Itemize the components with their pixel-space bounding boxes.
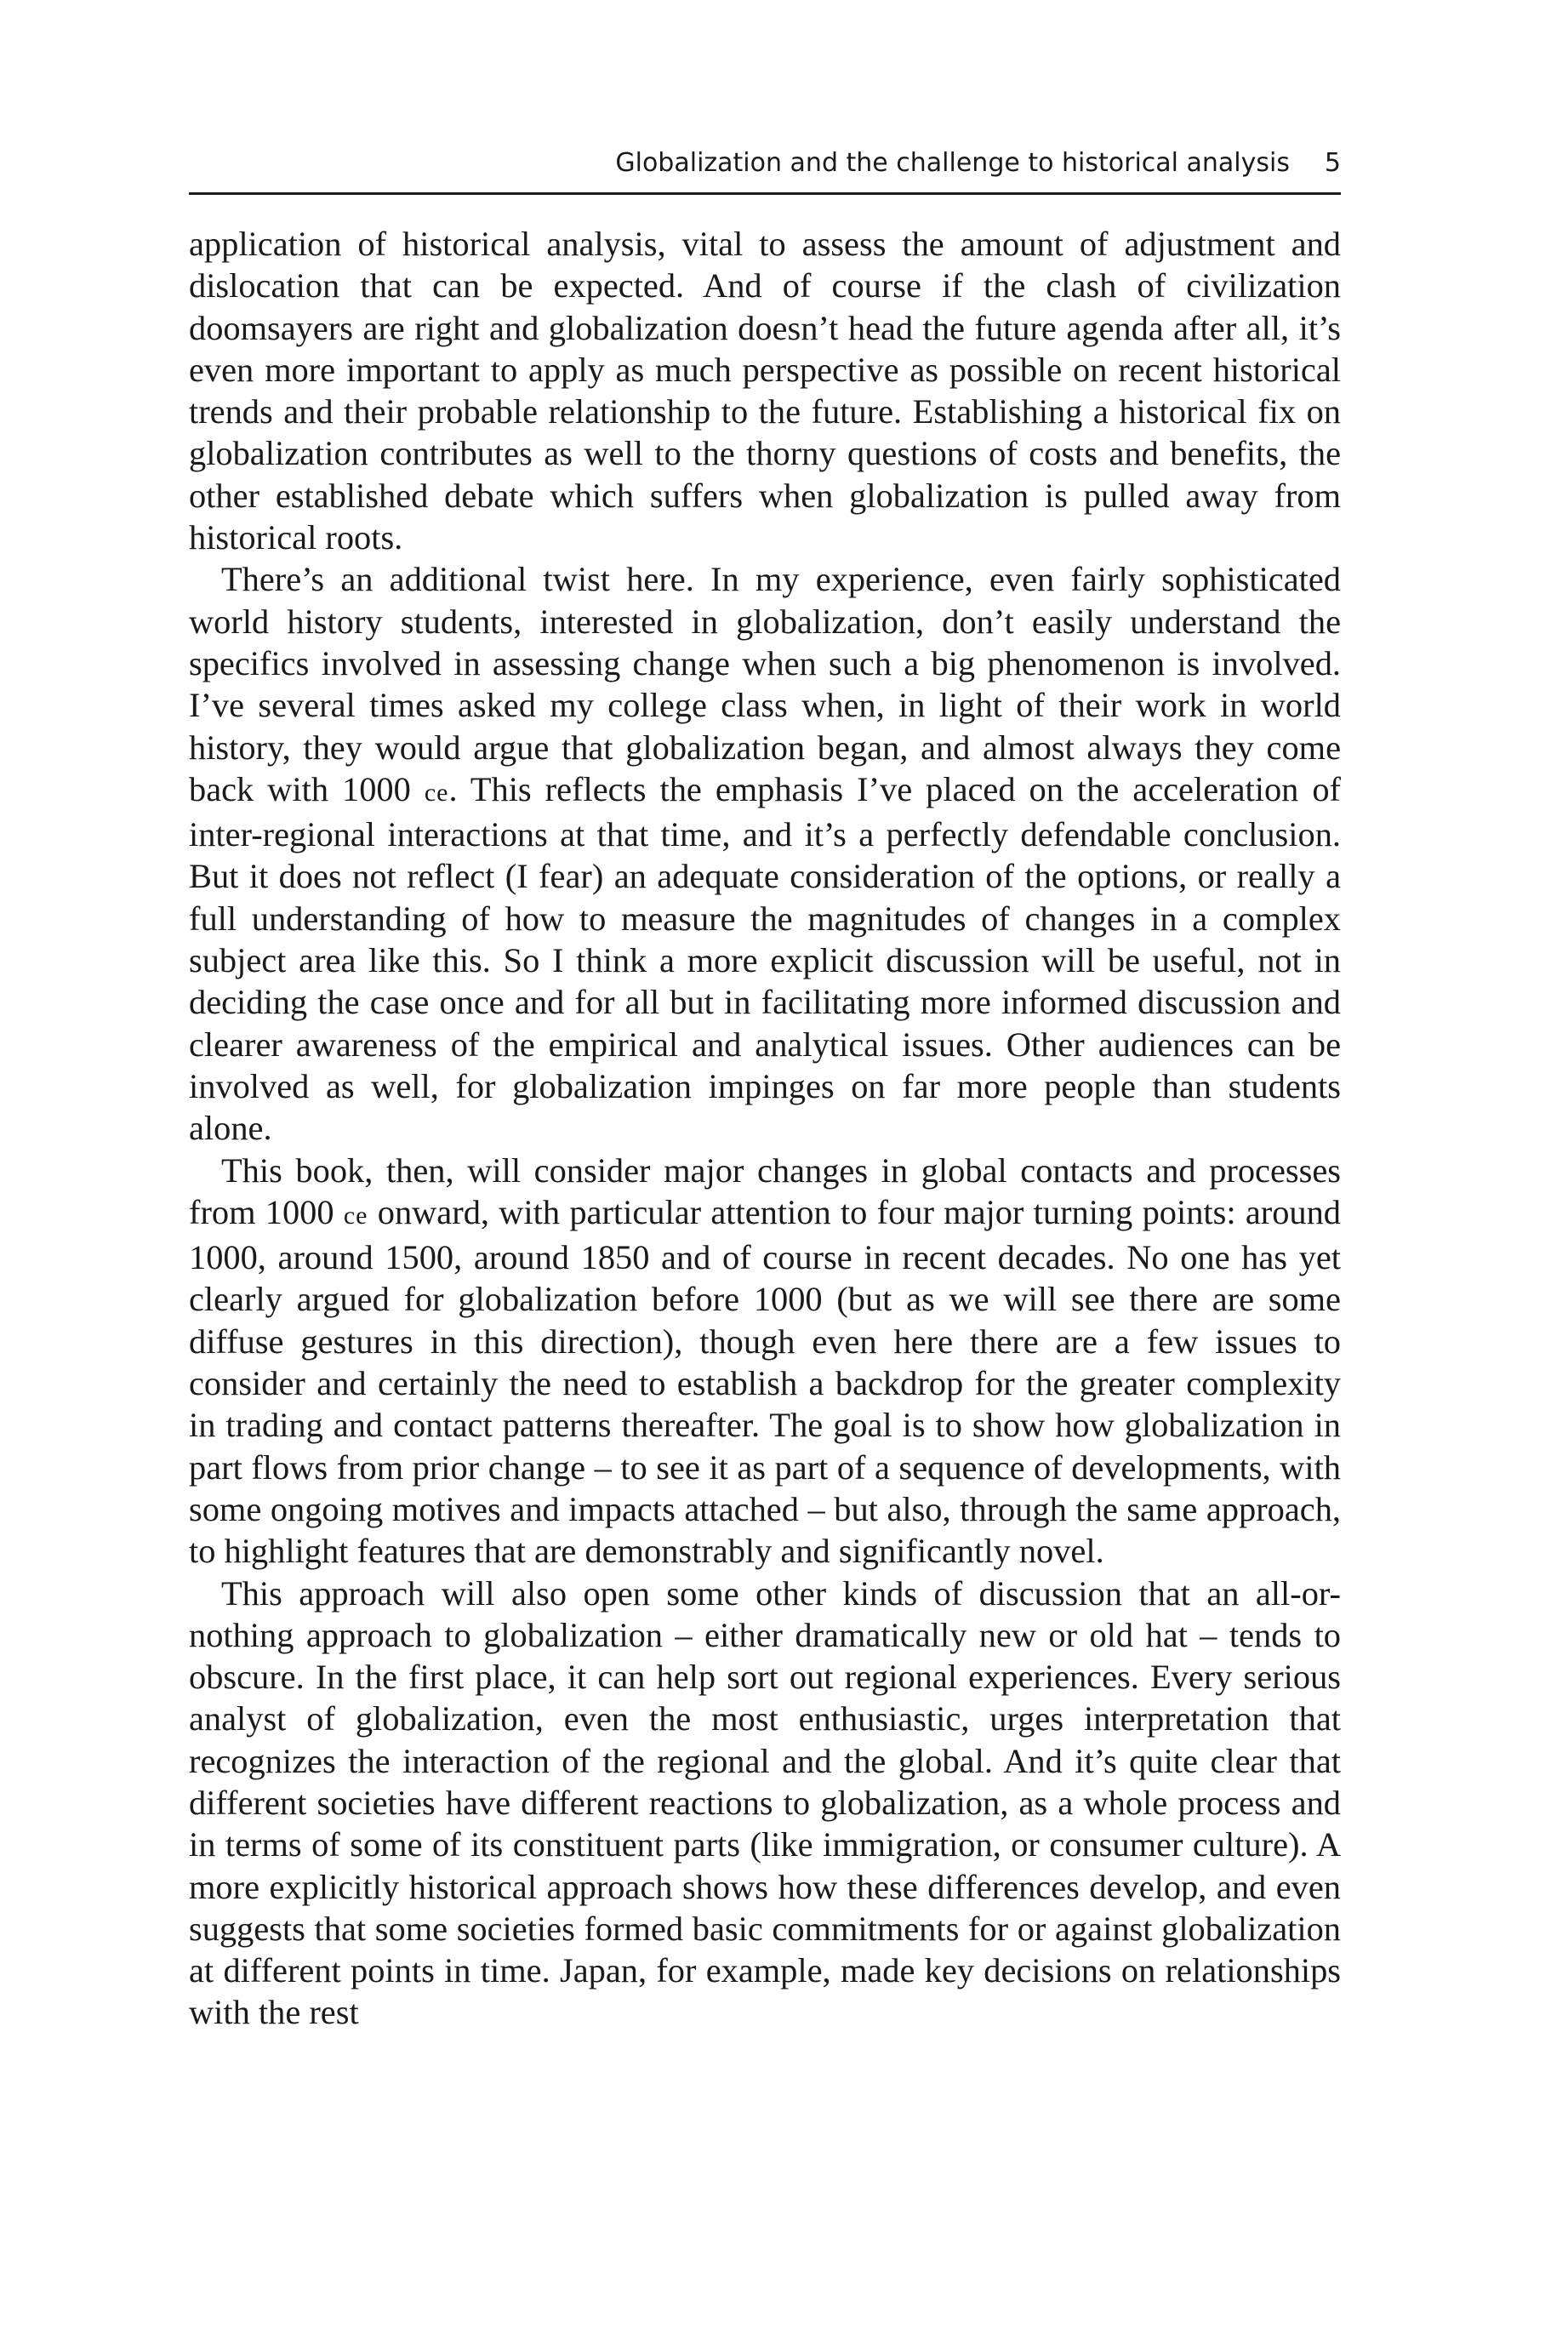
paragraph-1 (189, 223, 1341, 558)
running-head-title: Globalization and the challenge to historical analysis (615, 148, 1290, 178)
paragraph-2 (189, 558, 1341, 1149)
paragraph-2-text-b: . This reflects the emphasis I’ve placed on the acceleration of inter-regional interactions at that time, and it’s a perfectly defendable conclusion. But it does not reflect (I fear) an adequate consideration of the options, or really a full understanding of how to measure the magnitudes of changes in a complex subject area like this. So I think a more explicit discussion will be useful, not in deciding the case once and for all but in facilitating more informed discussion and clearer awareness of the empirical and analytical issues. Other audiences can be involved as well, for globalization impinges on far more people than students alone. (189, 769, 1341, 1148)
era-abbreviation: ce (343, 1201, 368, 1230)
paragraph-3 (189, 1150, 1341, 1573)
paragraph-3-text-a: This book, then, will consider major changes in global contacts and processes from 1000 (189, 1150, 1341, 1231)
body-text (189, 223, 1341, 2034)
paragraph-4 (189, 1573, 1341, 2034)
era-abbreviation: ce (424, 778, 449, 807)
paragraph-1-text: application of historical analysis, vital to assess the amount of adjustment and dislocation that can be expected. And of course if the clash of civilization doomsayers are right and globalization doesn’t head the future agenda after all, it’s even more important to apply as much perspective as possible on recent historical trends and their probable relationship to the future. Establishing a historical fix on globalization contributes as well to the thorny questions of costs and benefits, the other established debate which suffers when globalization is pulled away from historical roots. (189, 225, 1341, 557)
page-number: 5 (1324, 148, 1341, 178)
running-head (189, 143, 1341, 195)
paragraph-4-text: This approach will also open some other kinds of discussion that an all-or-nothing approach to globalization – either dramatically new or old hat – tends to obscure. In the first place, it can help sort out regional experiences. Every serious analyst of globalization, even the most enthusiastic, urges interpretation that recognizes the interaction of the regional and the global. And it’s quite clear that different societies have different reactions to globalization, as a whole process and in terms of some of its constituent parts (like immigration, or consumer culture). A more explicitly historical approach shows how these differences develop, and even suggests that some societies formed basic commitments for or against globalization at different points in time. Japan, for example, made key decisions on relationships with the rest (189, 1573, 1341, 2032)
paragraph-2-text-a: There’s an additional twist here. In my experience, even fairly sophisticated world history students, interested in globalization, don’t easily understand the specifics involved in assessing change when such a big phenomenon is involved. I’ve several times asked my college class when, in light of their work in world history, they would argue that globalization began, and almost always they come back with 1000 (189, 560, 1341, 808)
paragraph-3-text-b: onward, with particular attention to four major turning points: around 1000, around 1500, around 1850 and of course in recent decades. No one has yet clearly argued for globalization before 1000 (but as we will see there are some diffuse gestures in this direction), though even here there are a few issues to consider and certainly the need to establish a backdrop for the greater complexity in trading and contact patterns thereafter. The goal is to show how globalization in part flows from prior change – to see it as part of a sequence of developments, with some ongoing motives and impacts attached – but also, through the same approach, to highlight features that are demonstrably and significantly novel. (189, 1192, 1341, 1571)
